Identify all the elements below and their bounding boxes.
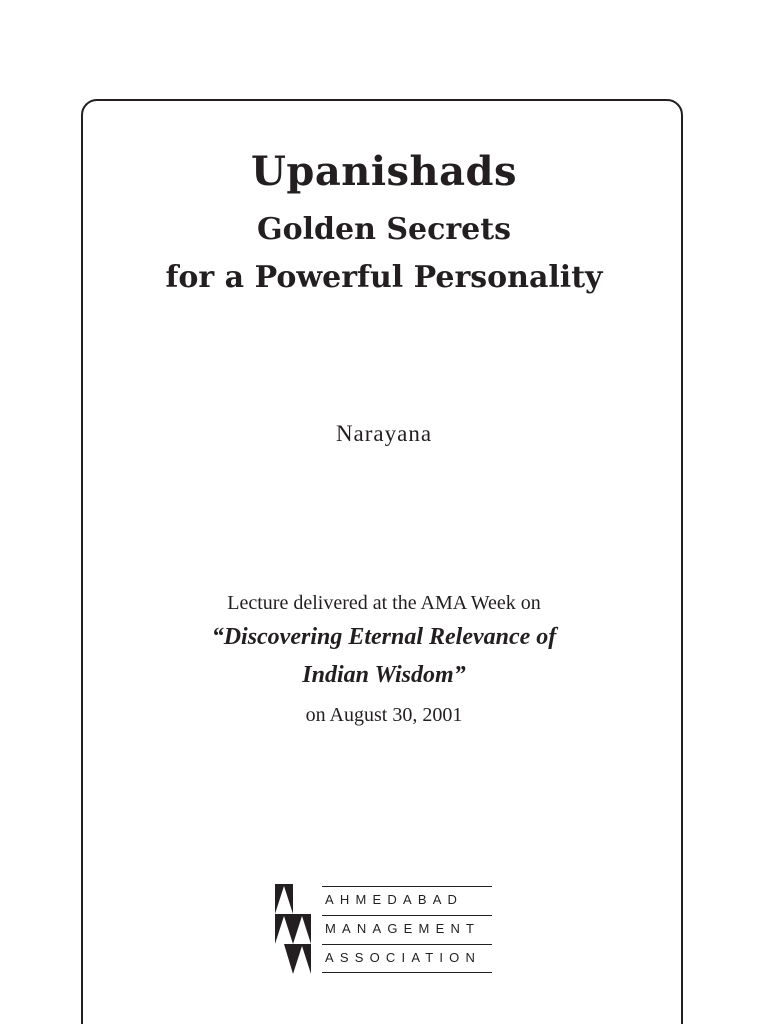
author-name: Narayana: [335, 421, 433, 446]
lecture-title-line-2: Indian Wisdom”: [302, 662, 466, 688]
lecture-title-line-1: “Discovering Eternal Relevance of: [211, 624, 557, 650]
book-subtitle-line-1: Golden Secrets: [256, 212, 511, 247]
publisher-name-line-3: ASSOCIATION: [322, 944, 492, 973]
book-title: Upanishads: [250, 148, 518, 195]
publisher-name-block: [322, 886, 492, 973]
lecture-intro: Lecture delivered at the AMA Week on: [227, 592, 541, 614]
book-subtitle-line-2: for a Powerful Personality: [165, 260, 603, 295]
ama-triangles-logo-icon: [275, 884, 317, 974]
lecture-date: on August 30, 2001: [305, 704, 463, 726]
publisher-name-line-2: MANAGEMENT: [322, 915, 492, 944]
publisher-name-line-1: AHMEDABAD: [322, 886, 492, 915]
publisher-logo: [275, 884, 497, 976]
